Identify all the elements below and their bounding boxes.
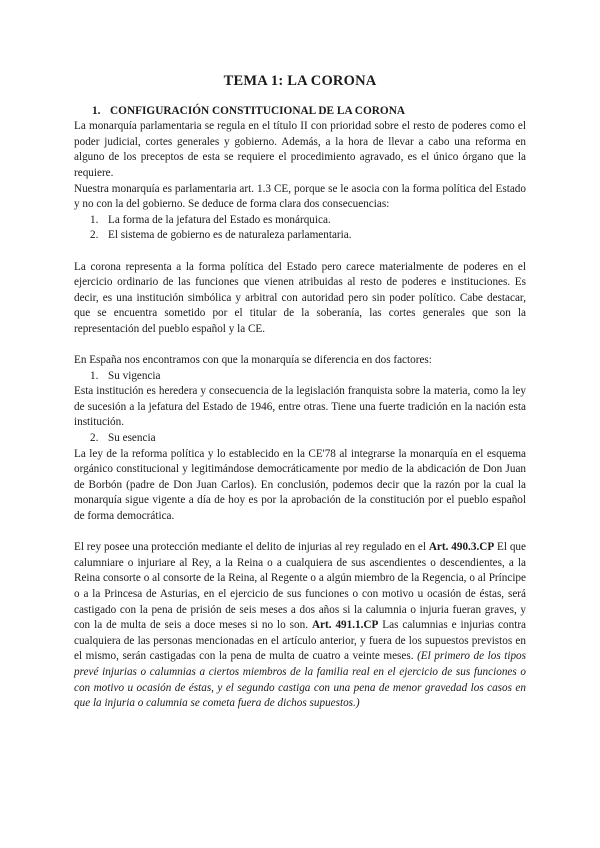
list-item: 1. Su vigencia — [90, 369, 161, 382]
factor-list-1 — [74, 369, 526, 385]
italic-note: (El primero de los tipos prevé injurias o calumnias a ciertos miembros de la familia real en el ejercicio de sus funciones o con motivo u ocasión de éstas, y el segundo castiga con una pena de menor gravedad los casos en que la injuria o calumnia se cometa fuera de dichos supuestos.) — [74, 650, 526, 710]
paragraph-corona: La corona representa a la forma política del Estado pero carece materialmente de poderes en el ejercicio ordinario de las funciones que vienen atribuidas al resto de poderes e instituciones. Es decir, es una institución simbólica y arbitral con autoridad pero sin poder político. Cabe destacar, que se encuentra sometido por el titular de la soberanía, las cortes generales que son la representación del pueblo español y la CE. — [74, 260, 526, 335]
paragraph-vigencia: Esta institución es heredera y consecuencia de la legislación franquista sobre la materia, como la ley de sucesión a la jefatura del Estado de 1946, entre otras. Tiene una fuerte tradición en la nación esta institución. — [74, 385, 526, 429]
list-item: 1. La forma de la jefatura del Estado es monárquica. — [90, 213, 331, 226]
factor-list-2 — [74, 431, 526, 447]
paragraph-factors: En España nos encontramos con que la monarquía se diferencia en dos factores: — [74, 354, 432, 367]
consequences-list — [74, 213, 526, 244]
article-ref: Art. 491.1.CP — [311, 619, 379, 632]
article-ref: Art. 490.3.CP — [428, 541, 495, 554]
list-item: 2. Su esencia — [90, 432, 156, 445]
list-item: 2. El sistema de gobierno es de naturaleza parlamentaria. — [90, 229, 352, 242]
paragraph-regulation: La monarquía parlamentaria se regula en el título II con prioridad sobre el resto de poderes como el poder judicial, cortes generales y gobierno. Además, a la hora de llevar a cabo una reforma en alguno de los preceptos de esta se requiere el procedimiento agravado, es el único órgano que la requiere. — [74, 120, 526, 179]
section-number: 1. — [92, 104, 101, 117]
document-body — [74, 74, 526, 712]
section-title: CONFIGURACIÓN CONSTITUCIONAL DE LA CORONA — [110, 104, 406, 117]
paragraph-parliamentary: Nuestra monarquía es parlamentaria art. 1.3 CE, porque se le asocia con la forma política del Estado y no con la del gobierno. Se deduce de forma clara dos consecuencias: — [74, 182, 526, 211]
section-heading — [74, 104, 526, 120]
paragraph-esencia: La ley de la reforma política y lo establecido en la CE'78 al integrarse la monarquía en el esquema orgánico constitucional y legitimándose democráticamente por medio de la abdicación de Don Juan de Borbón (padre de Don Juan Carlos). En conclusión, podemos decir que la razón por la cual la monarquía sigue vigente a día de hoy es por la aprobación de la constitución por el pueblo español de forma democrática. — [74, 447, 526, 523]
paragraph-injurias: El rey posee una protección mediante el delito de injurias al rey regulado en el Art. 490.3.CP El que calumniare o injuriare al Rey, a la Reina o a cualquiera de sus ascendientes o descendientes, a la Reina consorte o al consorte de la Reina, al Regente o a algún miembro de la Regencia, o al Príncipe o a la Princesa de Asturias, en el ejercicio de sus funciones o con motivo u ocasión de éstas, será castigado con la pena de prisión de seis meses a dos años si la calumnia o injuria fueran graves, y con la de multa de seis a doce meses si no lo son. Art. 491.1.CP Las calumnias e injurias contra cualquiera de las personas mencionadas en el artículo anterior, y fuera de los supuestos previstos en el mismo, serán castigadas con la pena de multa de cuatro a veinte meses. (El primero de los tipos prevé injurias o calumnias a ciertos miembros de la familia real en el ejercicio de sus funciones o con motivo u ocasión de éstas, y el segundo castiga con una pena de menor gravedad los casos en que la injuria o calumnia se cometa fuera de dichos supuestos.) — [74, 541, 527, 710]
document-title: TEMA 1: LA CORONA — [223, 73, 377, 89]
